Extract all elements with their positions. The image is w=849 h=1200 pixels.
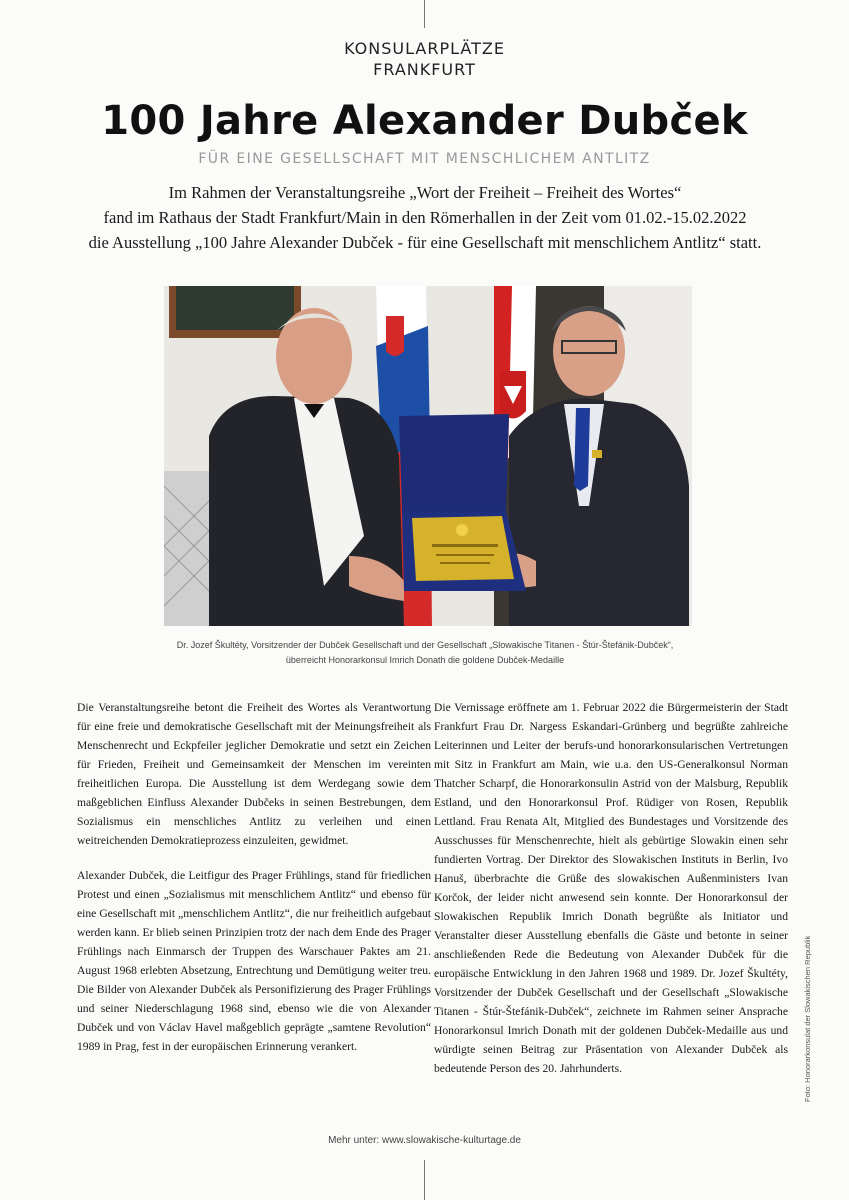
body-paragraph: Die Vernissage eröffnete am 1. Februar 2022 die Bürgermeisterin der Stadt Frankfurt Frau Dr. Nargess Eskandari-Grünberg und begrüßte zahlreiche Leiterinnen und Leiter der berufs-und honorarkonsularischen Vertretungen mit Sitz in Frankfurt am Main, wie u.a. den US-Generalkonsul Norman Thatcher Scharpf, die Honorarkonsulin Astrid von der Malsburg, Republik Estland, und den Honorarkonsul Prof. Rüdiger von Rosen, Republik Lettland. Frau Renata Alt, Mitglied des Bundestages und Vorsitzende des Ausschusses für Menschenrechte, hielt als gebürtige Slowakin einen sehr fundierten Vortrag. Der Direktor des Slowakischen Instituts in Berlin, Ivo Hanuš, überbrachte die Grüße des slowakischen Außenministers Ivan Korčok, der leider nicht anwesend sein konnte. Der Honorarkonsul der Slowakischen Republik Imrich Donath begrüßte als Initiator und Veranstalter dieser Ausstellung ebenfalls die Gäste und betonte in seiner anschließenden Rede die Bedeutung von Alexander Dubček für die europäische Entwicklung in den Jahren 1968 und 1989. Dr. Jozef Škultéty, Vorsitzender der Dubček Gesellschaft und der Gesellschaft „Slowakische Titanen - Štúr-Štefánik-Dubček“, zeichnete im Rahmen seiner Ansprache Honorarkonsul Imrich Donath mit der goldenen Dubček-Medaille aus und würdigte seinen Beitrag zur Präsentation von Alexander Dubček als bedeutende Person des 20. Jahrhunderts.: [434, 701, 788, 1075]
body-column-right: [434, 698, 788, 1094]
article-subtitle: FÜR EINE GESELLSCHAFT MIT MENSCHLICHEM ANTLITZ: [198, 151, 651, 167]
caption-line-2: überreicht Honorarkonsul Imrich Donath die goldene Dubček-Medaille: [285, 655, 565, 665]
article-title: 100 Jahre Alexander Dubček: [101, 98, 748, 144]
photo-credit-text: Foto: Honorarkonsulat der Slowakischen Republik: [803, 935, 812, 1102]
center-fold-bottom: [424, 1160, 425, 1200]
more-info-link[interactable]: Mehr unter: www.slowakische-kulturtage.de: [328, 1135, 521, 1146]
intro-line-3: die Ausstellung „100 Jahre Alexander Dubček - für eine Gesellschaft mit menschlichem Antlitz“ statt.: [88, 233, 762, 252]
photo-caption: [100, 638, 750, 668]
intro-paragraph: [60, 180, 790, 255]
section-header-line-2: FRANKFURT: [373, 60, 476, 79]
caption-line-1: Dr. Jozef Škultéty, Vorsitzender der Dubček Gesellschaft und der Gesellschaft „Slowakische Titanen - Štúr-Štefánik-Dubček“,: [176, 640, 674, 650]
intro-line-2: fand im Rathaus der Stadt Frankfurt/Main in den Römerhallen in der Zeit vom 01.02.-15.02.2022: [103, 208, 747, 227]
intro-line-1: Im Rahmen der Veranstaltungsreihe „Wort der Freiheit – Freiheit des Wortes“: [168, 183, 682, 202]
section-header: [0, 38, 849, 80]
event-photo: [164, 286, 692, 626]
section-header-line-1: KONSULARPLÄTZE: [344, 39, 505, 58]
body-paragraph: Die Veranstaltungsreihe betont die Freiheit des Wortes als Verantwortung für eine freie und demokratische Gesellschaft mit der Meinungsfreiheit als Menschenrecht und Eckpfeiler jeglicher Demokratie und setzt ein Zeichen für Frieden, Freiheit und Gemeinsamkeit der Menschen im vereinten freiheitlichen Europa. Die Ausstellung ist dem Werdegang sowie dem maßgeblichen Einfluss Alexander Dubčeks in seinen Bestrebungen, dem Sozialismus ein menschliches Antlitz zu verleihen und einen weitreichenden Demokratieprozess einzuleiten, gewidmet.: [77, 701, 431, 847]
center-fold-top: [424, 0, 425, 28]
body-column-left: [77, 698, 431, 1072]
event-photo-illustration: [164, 286, 692, 626]
body-paragraph: Alexander Dubček, die Leitfigur des Prager Frühlings, stand für friedlichen Protest und einen „Sozialismus mit menschlichem Antlitz“ und ebenso für eine Gesellschaft mit „menschlichem Antlitz“, die nur freiheitlich aufgebaut werden kann. Er blieb seinen Prinzipien trotz der nach dem Ende des Prager Frühlings nach Einmarsch der Truppen des Warschauer Paktes am 21. August 1968 erlebten Absetzung, Entrechtung und Demütigung weiter treu. Die Bilder von Alexander Dubček als Personifizierung des Prager Frühlings und seiner Niederschlagung 1968 sind, ebenso wie die von Alexander Dubček und von Václav Havel maßgeblich geprägte „samtene Revolution“ 1989 in Prag, fest in der europäischen Erinnerung verankert.: [77, 869, 431, 1053]
